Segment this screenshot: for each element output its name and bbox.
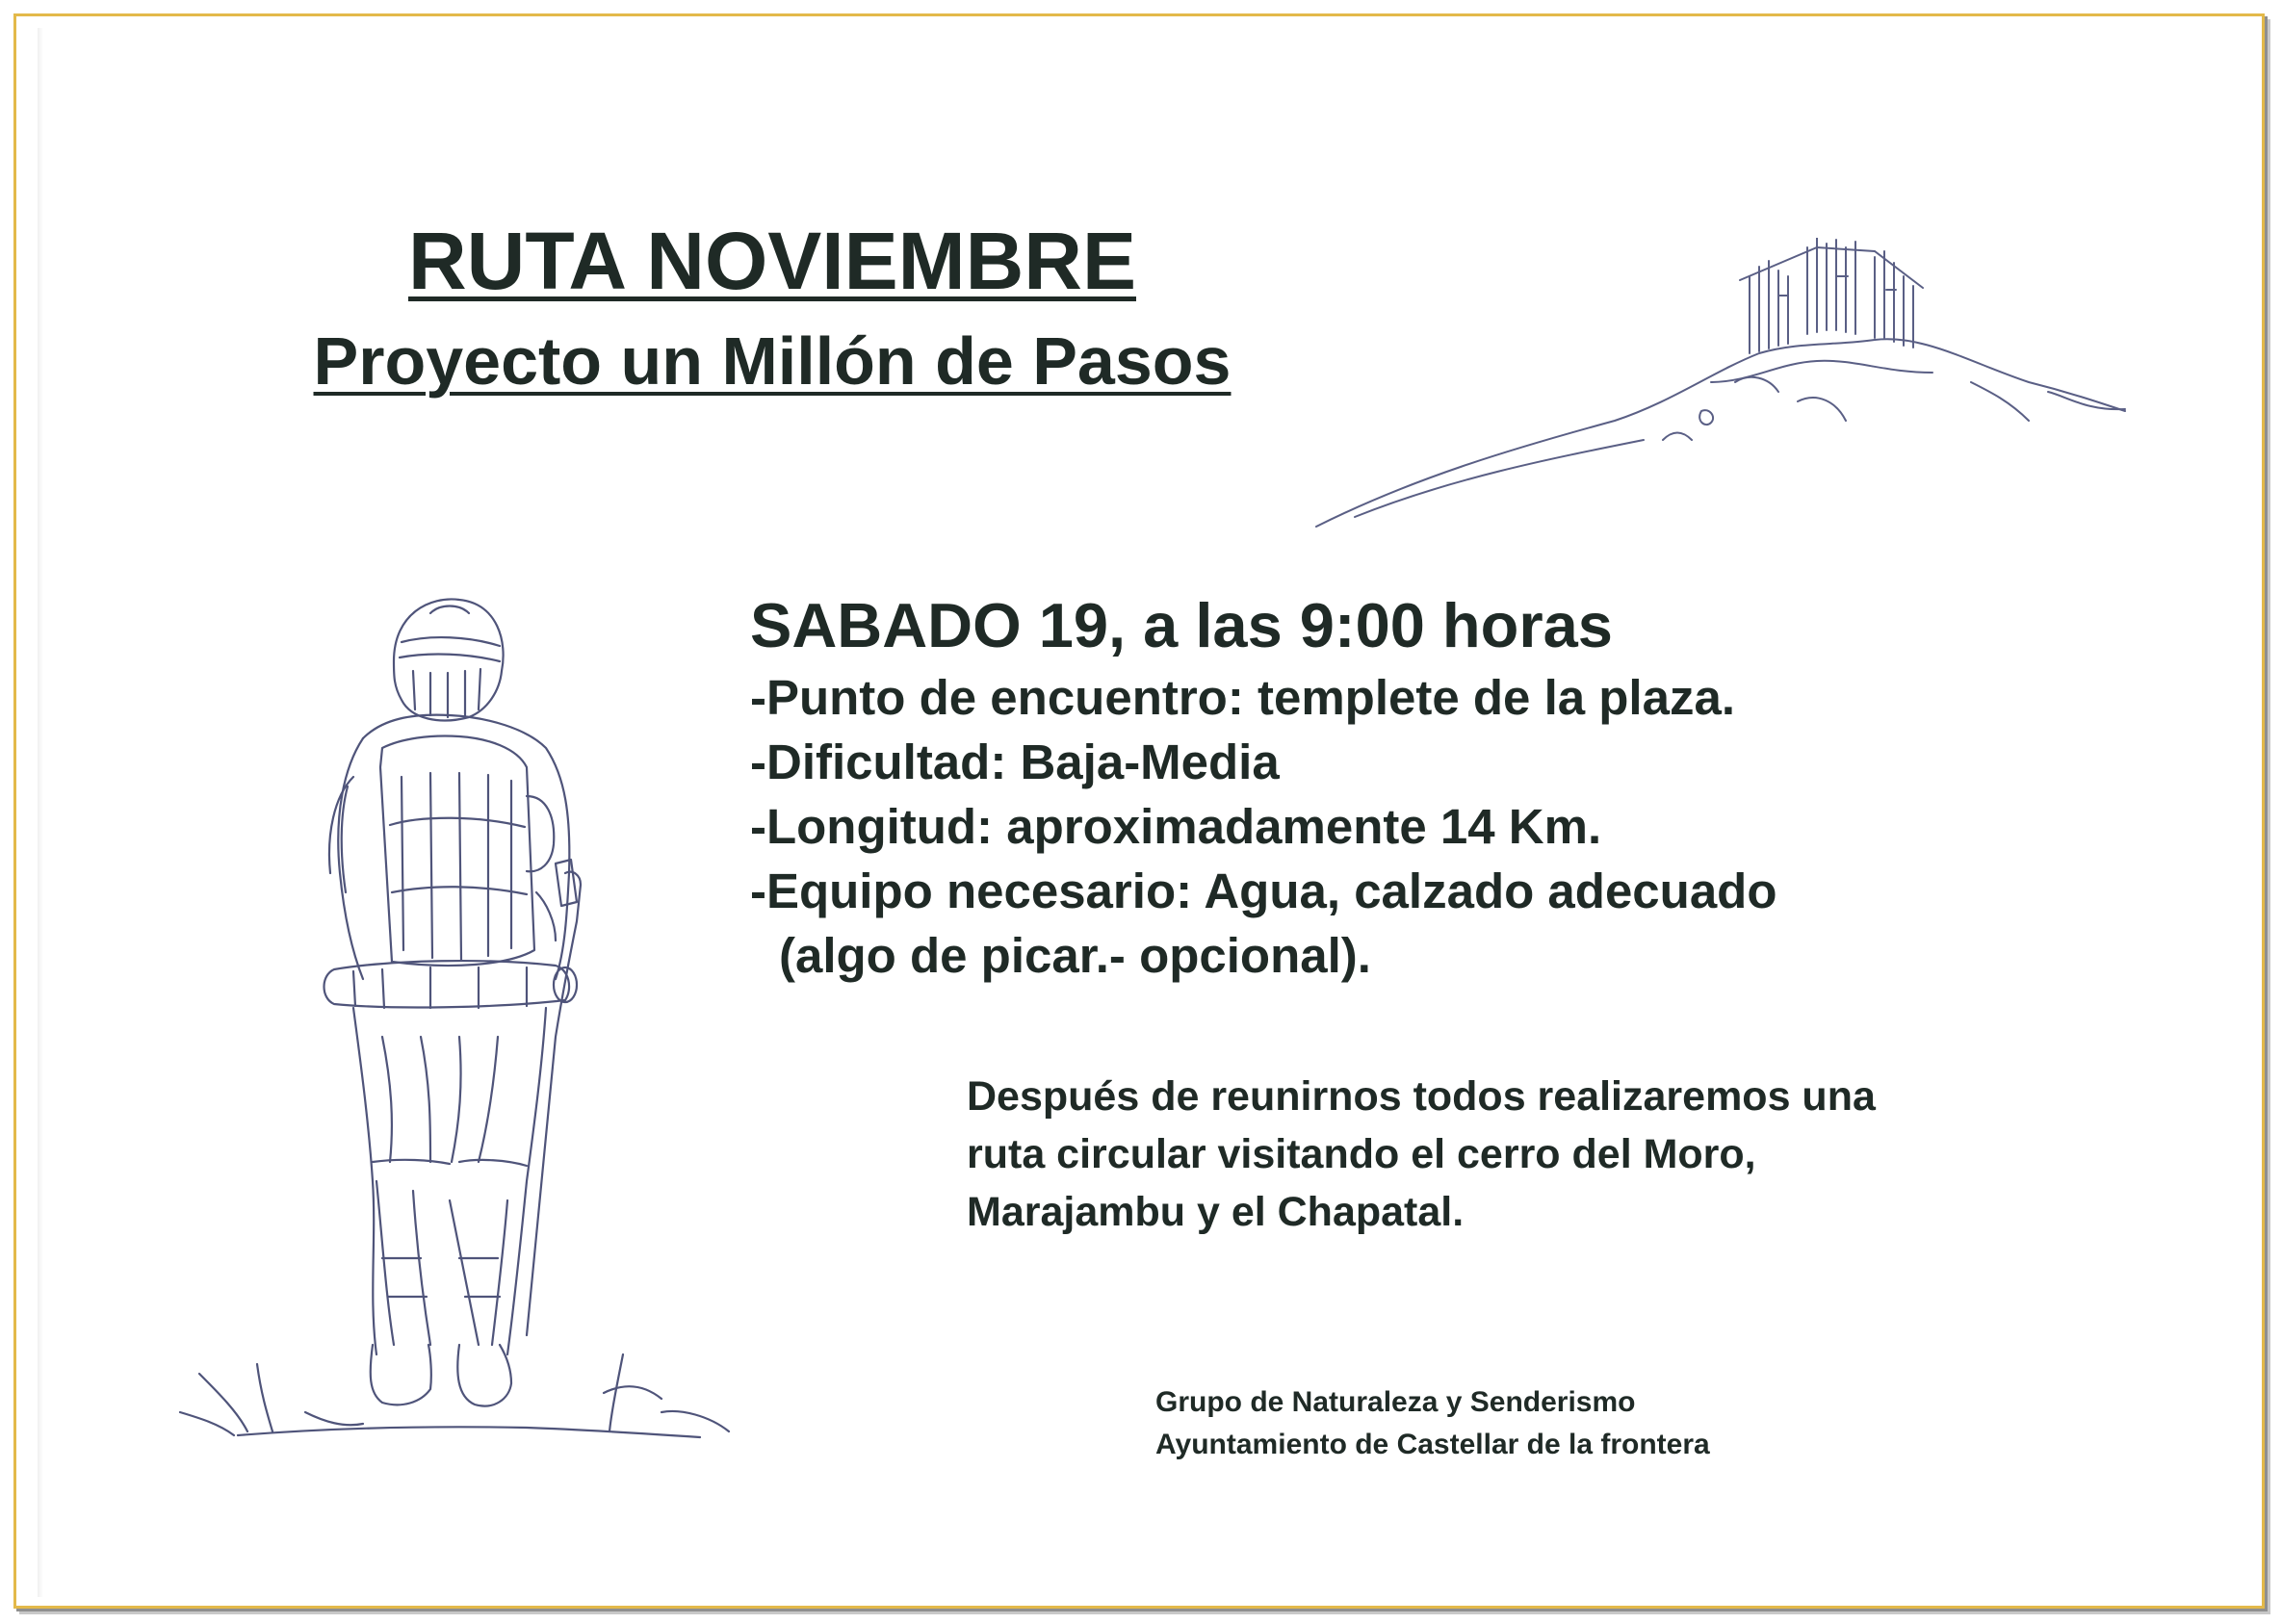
description-line: ruta circular visitando el cerro del Moro, [967, 1131, 1756, 1177]
route-length: -Longitud: aproximadamente 14 Km. [750, 799, 1602, 854]
description-line: Después de reunirnos todos realizaremos una [967, 1073, 1876, 1120]
difficulty: -Dificultad: Baja-Media [750, 735, 1280, 789]
organizer-group: Grupo de Naturaleza y Senderismo [1155, 1386, 1636, 1418]
hiker-sketch [142, 584, 796, 1451]
description-line: Marajambu y el Chapatal. [967, 1189, 1465, 1235]
poster-title: RUTA NOVIEMBRE [408, 216, 1136, 306]
organizer-credit [1155, 1381, 1926, 1466]
poster-sheet [13, 13, 2265, 1609]
meeting-point: -Punto de encuentro: templete de la plaza. [750, 670, 1735, 725]
event-details [750, 586, 2002, 988]
optional-snack: (algo de picar.- opcional). [779, 928, 1371, 983]
required-equipment: -Equipo necesario: Agua, calzado adecuado [750, 864, 1777, 918]
organizer-council: Ayuntamiento de Castellar de la frontera [1155, 1429, 1710, 1460]
poster-subtitle: Proyecto un Millón de Pasos [313, 323, 1232, 399]
event-date: SABADO 19, a las 9:00 horas [750, 590, 1613, 660]
route-description [967, 1068, 2122, 1241]
